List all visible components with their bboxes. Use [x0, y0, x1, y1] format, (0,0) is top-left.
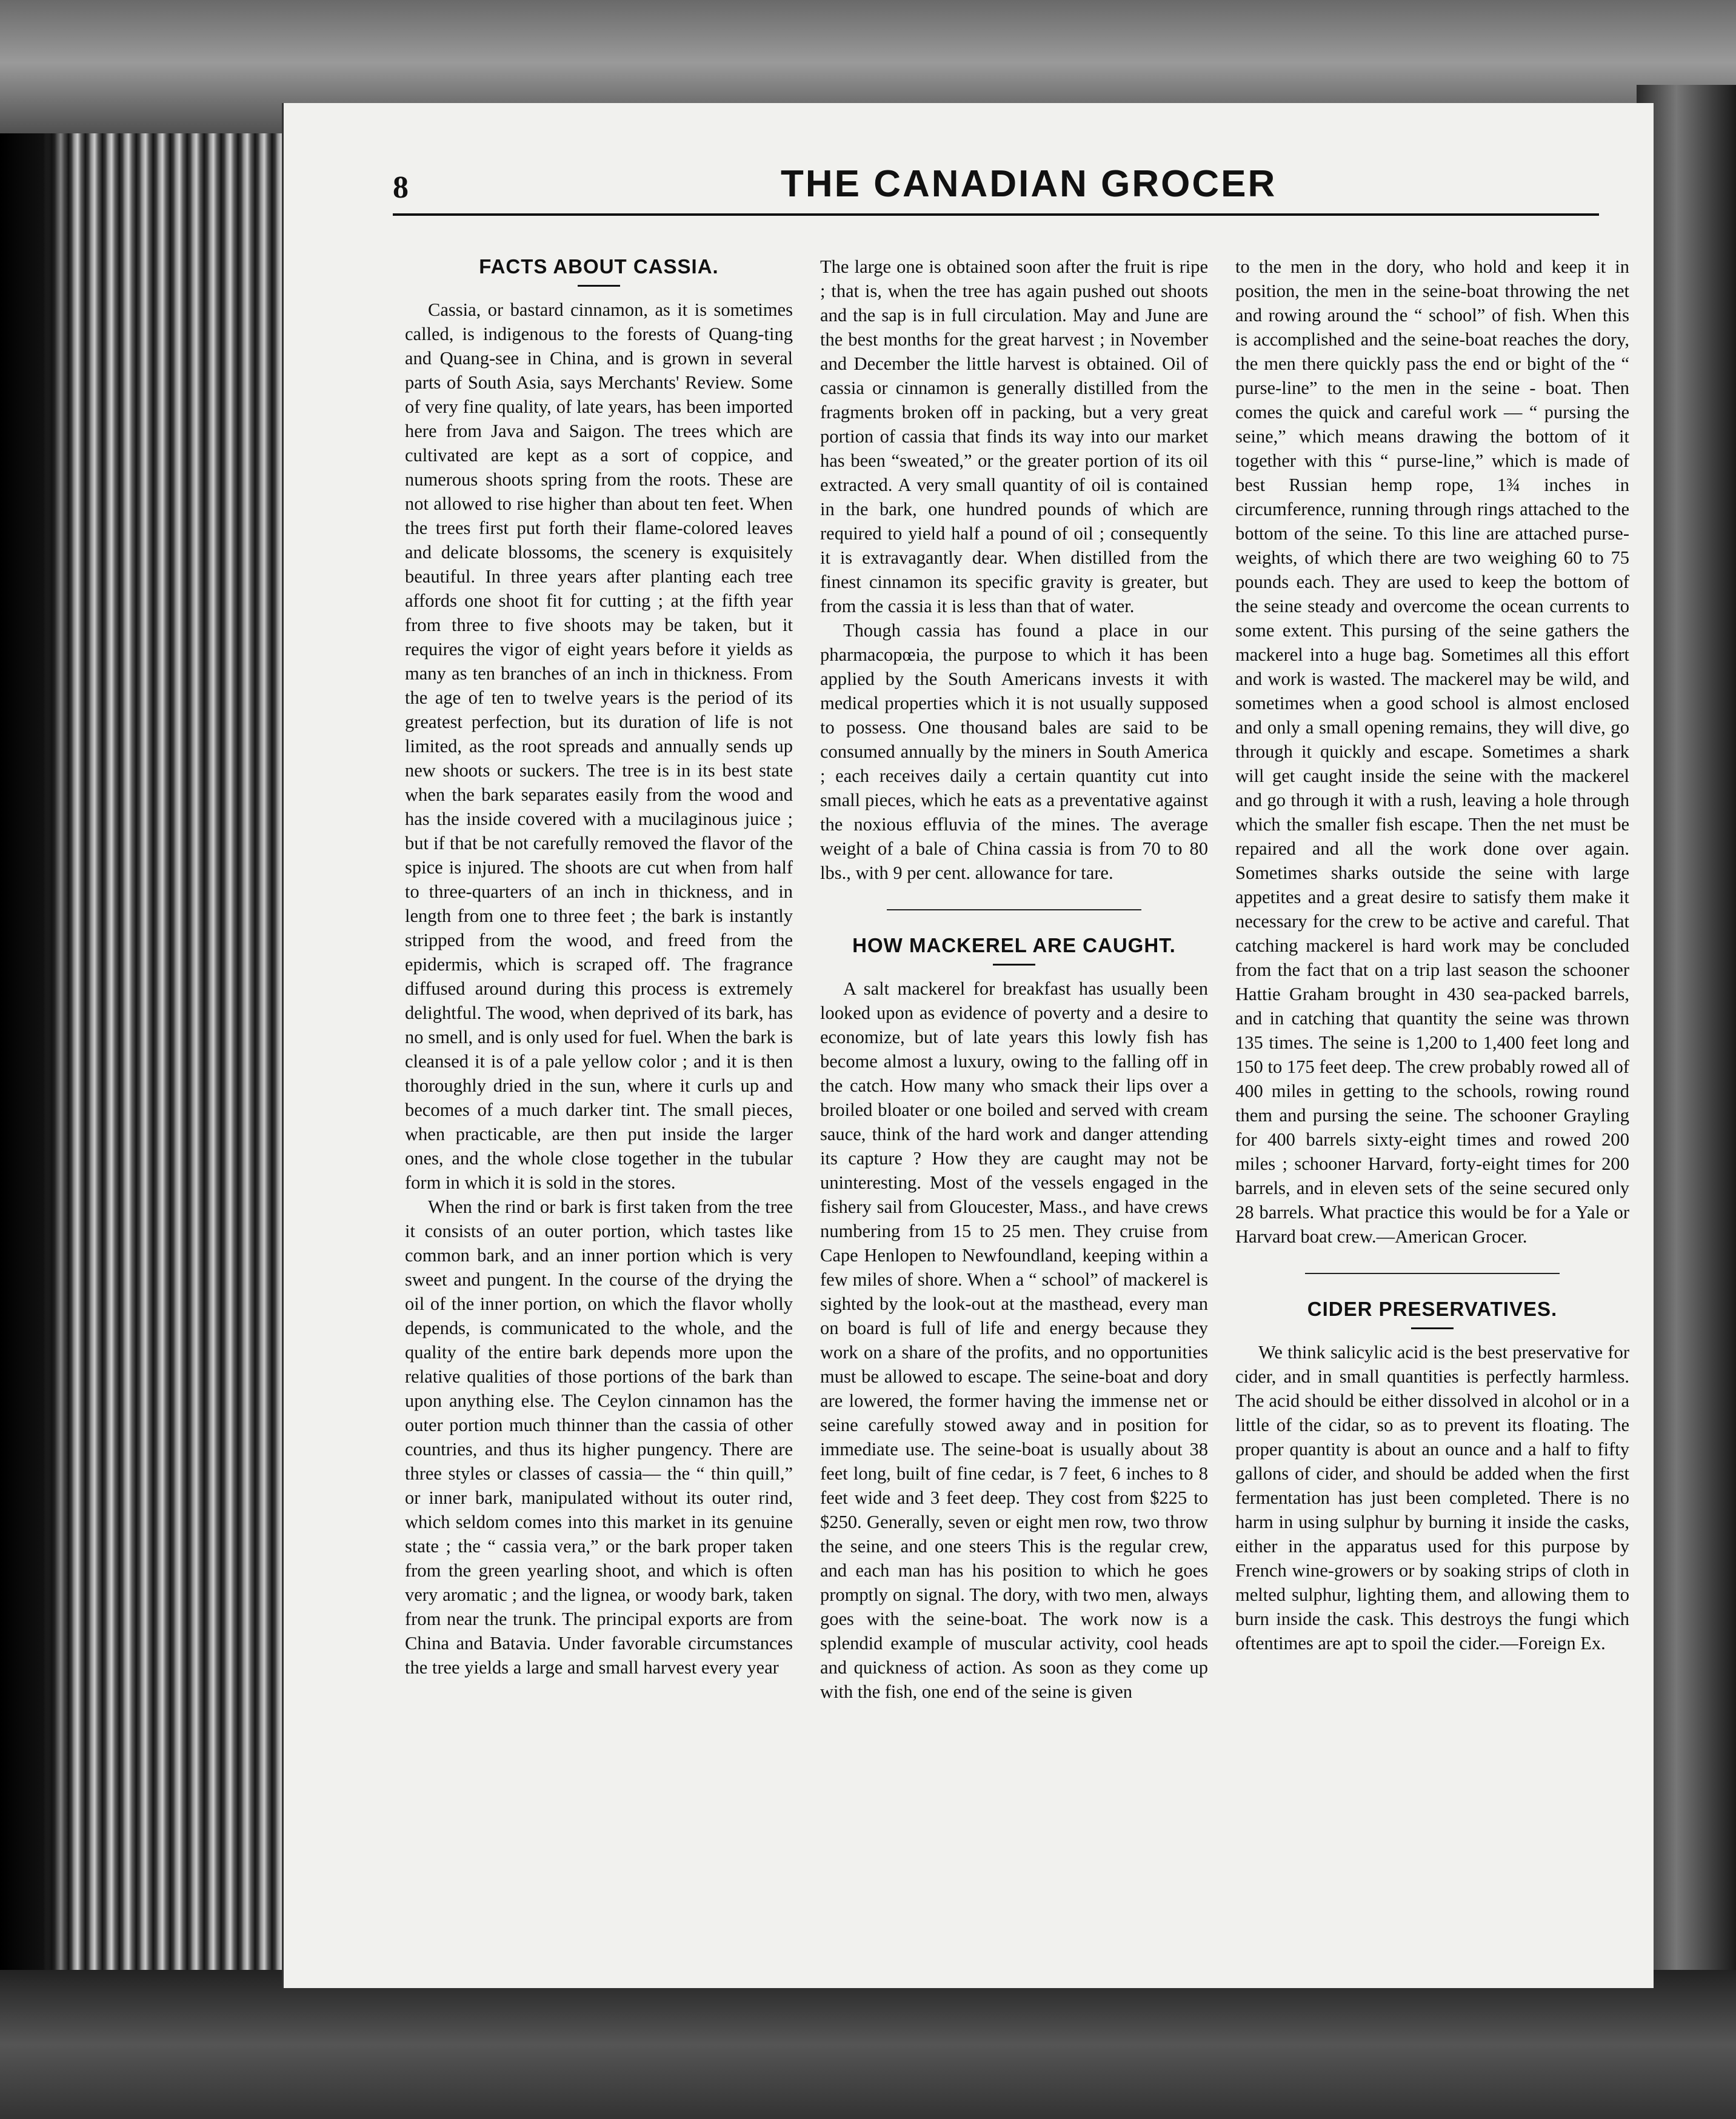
article-title-mackerel: HOW MACKEREL ARE CAUGHT. [852, 934, 1176, 956]
article-paragraph: Though cassia has found a place in our pharmacopœia, the purpose to which it has been applied by the South Americans invests it with medical properties which it is not usually supposed to possess. One thousand bales are said to be consumed annually by the miners in South America ; each receives daily a certain quantity cut into small pieces, which he eats as a preventative against the noxious effluvia of the mines. The average weight of a bale of China cassia is from 70 to 80 lbs., with 9 per cent. allowance for tare. [820, 620, 1208, 883]
article-paragraph: A salt mackerel for breakfast has usually been looked upon as evidence of poverty and a desire to economize, but of late years this lowly fish has become almost a luxury, owing to the falling off in the catch. How many who smack their lips over a broiled bloater or one boiled and served with cream sauce, think of the hard work and danger attending its capture ? How they are caught may not be uninteresting. Most of the vessels engaged in the fishery sail from Gloucester, Mass., and have crews numbering from 15 to 25 men. They cruise from Cape Henlopen to Newfoundland, keeping within a few miles of shore. When a “ school” of mackerel is sighted by the look-out at the masthead, every man on board is full of life and energy because they work on a share of the profits, and no opportunities must be allowed to escape. The seine-boat and dory are lowered, the former having the immense net or seine carefully stowed away and in position for immediate use. The seine-boat is usually about 38 feet long, built of fine cedar, is 7 feet, 6 inches to 8 feet wide and 3 feet deep. They cost from $225 to $250. Generally, seven or eight men row, two throw the seine, and one steers This is the regular crew, and each man has his position to which he goes promptly on signal. The dory, with two men, always goes with the seine-boat. The work now is a splendid example of muscular activity, cool heads and quickness of action. As soon as they come up with the fish, one end of the seine is given [820, 978, 1208, 1702]
article-paragraph: The large one is obtained soon after the fruit is ripe ; that is, when the tree has again pushed out shoots and the sap is in full circulation. May and June are the best months for the great harvest ; in November and December the little harvest is obtained. Oil of cassia or cinnamon is generally distilled from the fragments broken off in packing, but a very great portion of cassia that finds its way into our market has been “sweated,” or the greater portion of its oil extracted. A very small quantity of oil is contained in the bark, one hundred pounds of which are required to yield half a pound of oil ; consequently it is extravagantly dear. When distilled from the finest cinnamon its specific gravity is greater, but from the cassia it is less than that of water. [820, 256, 1208, 616]
title-rule [578, 285, 620, 287]
column-3 [1235, 255, 1629, 1655]
title-rule [1411, 1327, 1454, 1329]
title-rule [993, 964, 1035, 966]
article-paragraph: to the men in the dory, who hold and keep it in position, the men in the seine-boat throwing the net and rowing around the “ school” of fish. When this is accomplished and the seine-boat reaches the dory, the men there quickly pass the end or bight of the “ purse-line” to the men in the seine - boat. Then comes the quick and careful work — “ pursing the seine,” which means drawing the bottom of it together with this “ purse-line,” which is made of best Russian hemp rope, 1¾ inches in circumference, running through rings attached to the bottom of the seine. To this line are attached purse-weights, of which there are two weighing 60 to 75 pounds each. They are used to keep the bottom of the seine steady and overcome the ocean currents to some extent. This pursing of the seine gathers the mackerel into a huge bag. Sometimes all this effort and work is wasted. The mackerel may be wild, and sometimes when a good school is almost enclosed and only a small opening remains, they will dive, go through it quickly and escape. Sometimes a shark will get caught inside the seine with the mackerel and go through it with a rush, leaving a hole through which the smaller fish escape. Then the net must be repaired and all the work done over again. Sometimes sharks outside the seine with large appetites and a great desire to satisfy them make it necessary for the crew to be active and careful. That catching mackerel is hard work may be concluded from the fact that on a trip last season the schooner Hattie Graham brought in 430 sea-packed barrels, and in catching that quantity the seine was thrown 135 times. The seine is 1,200 to 1,400 feet long and 150 to 175 feet deep. The crew probably rowed all of 400 miles in getting to the schools, rowing round them and pursing the seine. The schooner Grayling for 400 barrels sixty-eight times and rowed 200 miles ; schooner Harvard, forty-eight times for 200 barrels, and in eleven sets of the seine secured only 28 barrels. What practice this would be for a Yale or Harvard boat crew.—American Grocer. [1235, 256, 1629, 1247]
scan-background-bottom [0, 1970, 1736, 2119]
article-title-cider: CIDER PRESERVATIVES. [1307, 1298, 1558, 1320]
article-paragraph: Cassia, or bastard cinnamon, as it is sometimes called, is indigenous to the forests of Quang-ting and Quang-see in China, and is grown in several parts of South Asia, says Merchants' Review. Some of very fine quality, of late years, has been imported here from Java and Saigon. The trees which are cultivated are kept as a sort of coppice, and numerous shoots spring from the roots. These are not allowed to rise higher than about ten feet. When the trees first put forth their flame-colored leaves and delicate blossoms, the scenery is exquisitely beautiful. In three years after planting each tree affords one shoot fit for cutting ; at the fifth year from three to five shoots may be taken, but it requires the vigor of eight years before it yields as many as ten branches of an inch in thickness. From the age of ten to twelve years is the period of its greatest perfection, but its duration of life is not limited, as the root spreads and annually sends up new shoots or suckers. The tree is in its best state when the bark separates easily from the wood and has the inside covered with a mucilaginous juice ; but if that be not carefully removed the flavor of the spice is injured. The shoots are cut when from half to three-quarters of an inch in thickness, and in length from one to three feet ; the bark is instantly stripped from the wood, and freed from the epidermis, which is scraped off. The fragrance diffused around during this process is extremely delightful. The wood, when deprived of its bark, has no smell, and is only used for fuel. When the bark is cleansed it is of a pale yellow color ; and it is then thoroughly dried in the sun, where it curls up and becomes of a much darker tint. The small pieces, when practicable, are then put inside the larger ones, and the whole close together in the tubular form in which it is sold in the stores. [405, 299, 793, 1193]
newspaper-page [282, 103, 1654, 1988]
article-title-cassia: FACTS ABOUT CASSIA. [479, 255, 719, 278]
article-paragraph: When the rind or bark is first taken from the tree it consists of an outer portion, which tastes like common bark, and an inner portion which is very sweet and pungent. In the course of the drying the oil of the inner portion, on which the flavor wholly depends, is communicated to the whole, and the quality of the entire bark depends more upon the relative qualities of those portions of the bark than upon anything else. The Ceylon cinnamon has the outer portion much thinner than the cassia of other countries, and thus its higher pungency. There are three styles or classes of cassia— the “ thin quill,” or inner bark, manipulated without its outer rind, which seldom comes into this market in its genuine state ; the “ cassia vera,” or the bark proper taken from the green yearling shoot, and which is often very aromatic ; and the lignea, or woody bark, taken from near the trunk. The principal exports are from China and Batavia. Under favorable circumstances the tree yields a large and small harvest every year [405, 1196, 793, 1678]
page-number: 8 [393, 170, 409, 205]
article-separator [887, 909, 1141, 910]
page-header [284, 158, 1654, 236]
column-1 [405, 255, 793, 1680]
masthead: THE CANADIAN GROCER [781, 163, 1277, 205]
column-2 [820, 255, 1208, 1704]
header-rule [393, 213, 1599, 216]
article-paragraph: We think salicylic acid is the best preservative for cider, and in small quantities is perfectly harmless. The acid should be either dissolved in alcohol or in a little of the cidar, so as to prevent its floating. The proper quantity is about an ounce and a half to fifty gallons of cider, and should be added when the first fermentation has just been completed. There is no harm in using sulphur by burning it inside the casks, either in the apparatus used for this purpose by French wine-growers or by soaking strips of cloth in melted sulphur, lighting them, and allowing them to burn inside the cask. This destroys the fungi which oftentimes are apt to spoil the cider.—Foreign Ex. [1235, 1342, 1629, 1653]
article-separator [1305, 1273, 1560, 1274]
book-page-edges-left [0, 133, 291, 2119]
